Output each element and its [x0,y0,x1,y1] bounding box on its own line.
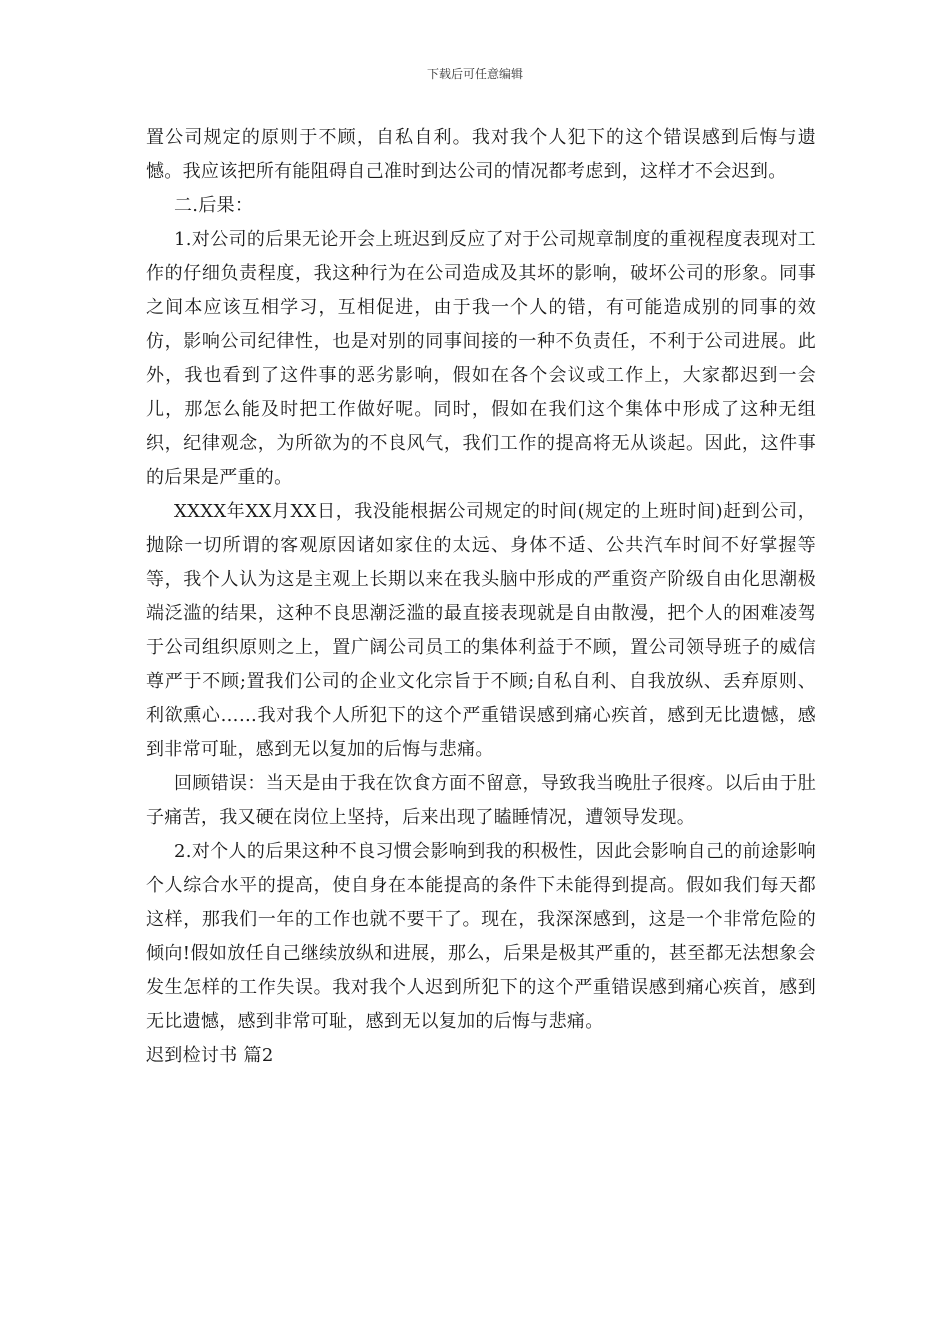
paragraph-continuation: 置公司规定的原则于不顾，自私自利。我对我个人犯下的这个错误感到后悔与遗憾。我应该把所有能阻碍自己准时到达公司的情况都考虑到，这样才不会迟到。 [146,127,816,182]
paragraph-incident-description: XXXX年XX月XX日，我没能根据公司规定的时间(规定的上班时间)赶到公司，抛除一切所谓的客观原因诸如家住的太远、身体不适、公共汽车时间不好掌握等等，我个人认为这是主观上长期以来在我头脑中形成的严重资产阶级自由化思潮极端泛滥的结果，这种不良思潮泛滥的最直接表现就是自由散漫，把个人的困难凌驾于公司组织原则之上，置广阔公司员工的集体利益于不顾，置公司领导班子的威信尊严于不顾;置我们公司的企业文化宗旨于不顾;自私自利、自我放纵、丢弃原则、利欲熏心……我对我个人所犯下的这个严重错误感到痛心疾首，感到无比遗憾，感到非常可耻，感到无以复加的后悔与悲痛。 [146,501,816,760]
paragraph-company-consequences: 1.对公司的后果无论开会上班迟到反应了对于公司规章制度的重视程度表现对工作的仔细负责程度，我这种行为在公司造成及其坏的影响，破坏公司的形象。同事之间本应该互相学习，互相促进，由于我一个人的错，有可能造成别的同事的效仿，影响公司纪律性，也是对别的同事间接的一种不负责任，不利于公司进展。此外，我也看到了这件事的恶劣影响，假如在各个会议或工作上，大家都迟到一会儿，那怎么能及时把工作做好呢。同时，假如在我们这个集体中形成了这种无组织，纪律观念，为所欲为的不良风气，我们工作的提高将无从谈起。因此，这件事的后果是严重的。 [146,229,816,488]
next-section-title: 迟到检讨书 篇2 [146,1045,274,1066]
paragraph-personal-consequences: 2.对个人的后果这种不良习惯会影响到我的积极性，因此会影响自己的前途影响个人综合水平的提高，使自身在本能提高的条件下未能得到提高。假如我们每天都这样，那我们一年的工作也就不要干了。现在，我深深感到，这是一个非常危险的倾向!假如放任自己继续放纵和进展，那么，后果是极其严重的，甚至都无法想象会发生怎样的工作失误。我对我个人迟到所犯下的这个严重错误感到痛心疾首，感到无比遗憾，感到非常可耻，感到无以复加的后悔与悲痛。 [146,841,816,1032]
section-heading-consequences: 二.后果： [174,195,254,216]
page-header: 下载后可任意编辑 [426,67,523,81]
paragraph-review-mistake: 回顾错误：当天是由于我在饮食方面不留意，导致我当晚肚子很疼。以后由于肚子痛苦，我又硬在岗位上坚持，后来出现了瞌睡情况，遭领导发现。 [146,773,816,828]
document-body [146,121,816,1073]
